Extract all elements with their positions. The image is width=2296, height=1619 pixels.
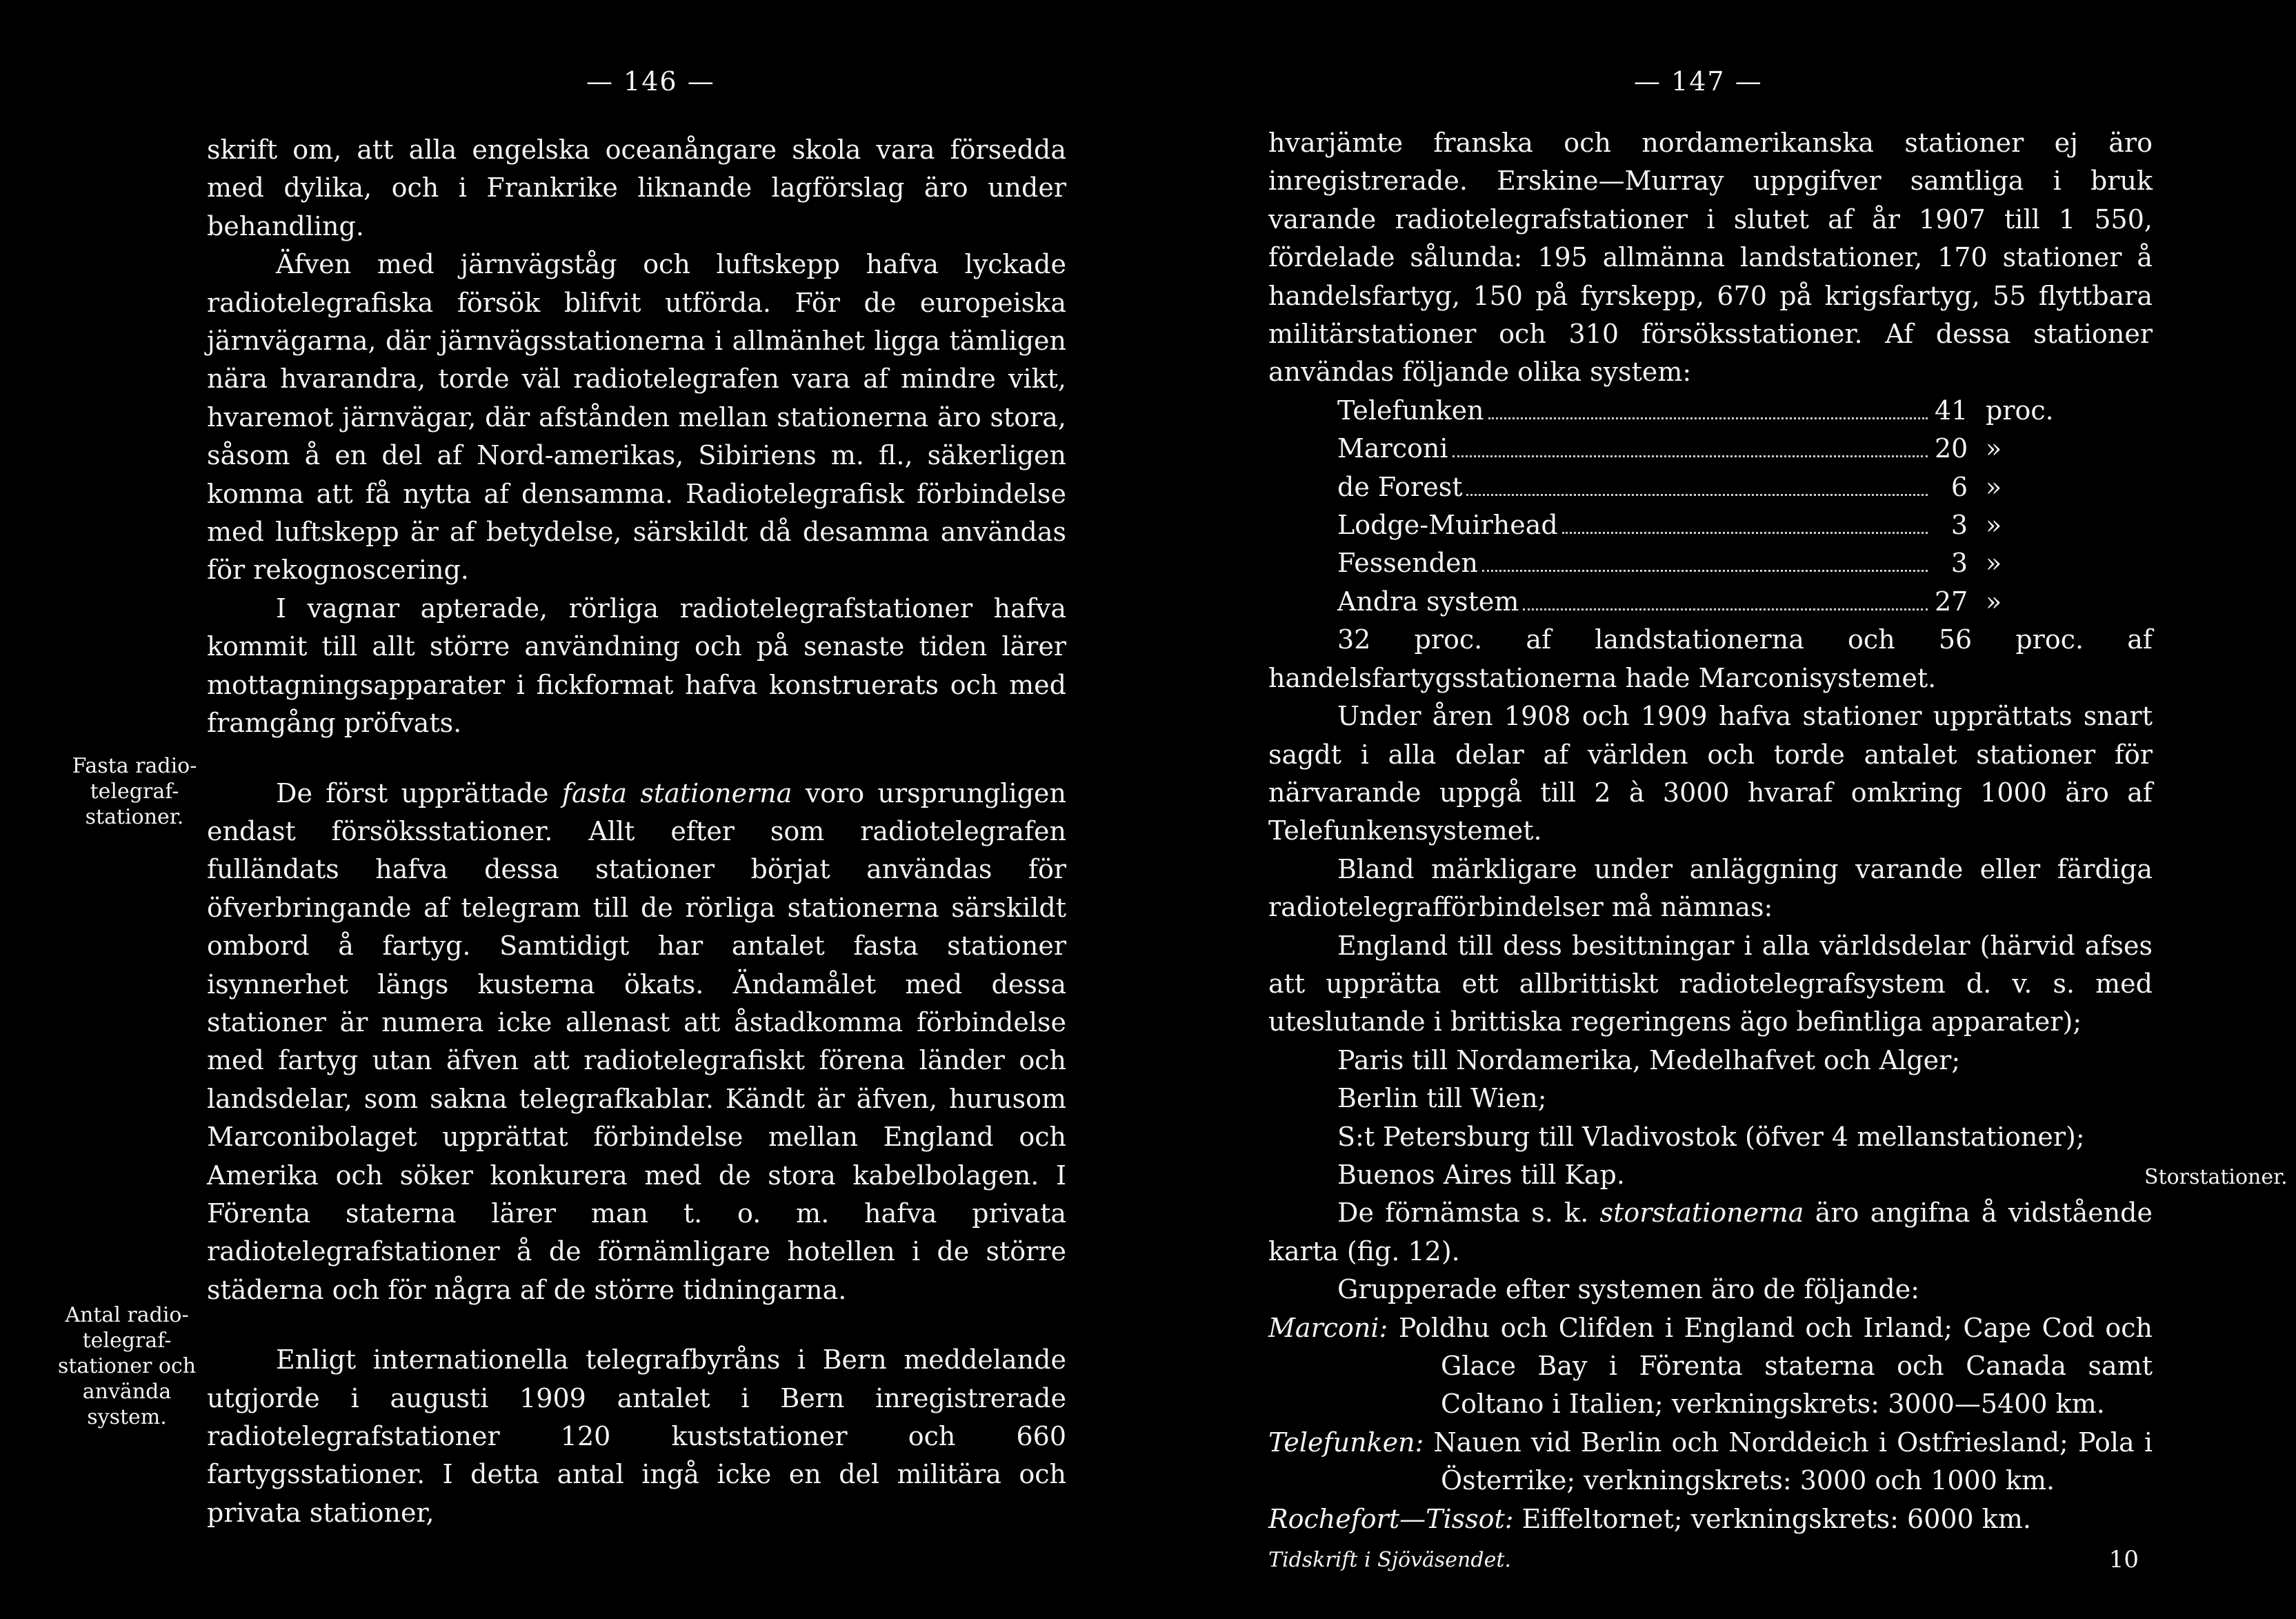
table-row (1337, 544, 2062, 582)
unit: » (1986, 433, 2002, 464)
system-percent: 6 (1950, 471, 1968, 502)
system-percent: 3 (1950, 510, 1968, 541)
system-name: Telefunken (1337, 395, 1484, 426)
paragraph: hvarjämte franska och nordamerikanska stationer ej äro inregistrerade. Erskine—Murray uppgifver samtliga i bruk varande radiotelegrafstationer i slutet af år 1907 till 1 550, fördelade sålunda: 195 allmänna landstationer, 170 stationer å handelsfartyg, 150 på fyrskepp, 670 på krigsfartyg, 55 flyttbara militärstationer och 310 försöksstationer. Af dessa stationer användas följande olika system: (1268, 128, 2153, 388)
unit: » (1986, 548, 2002, 579)
system-group (1268, 1309, 2153, 1424)
leader-dots (1466, 494, 1928, 496)
unit: » (1986, 510, 2002, 541)
page-number: — 146 — (586, 66, 715, 97)
system-stations: Nauen vid Berlin och Norddeich i Ostfriesland; Pola i Österrike; verkningskrets: 3000 och 1000 km. (1424, 1427, 2153, 1496)
unit: proc. (1986, 395, 2054, 426)
body-text (207, 131, 1066, 1532)
paragraph-fasta-stationer: De först upprättade fasta stationerna voro ursprungligen endast försöksstationer. Allt efter som radiotelegrafen fulländats hafva dessa stationer börjat användas för öfverbringande af telegram till de rörliga stationerna särskildt ombord å fartyg. Samtidigt har antalet fasta stationer isynnerhet längs kusterna ökats. Ändamålet med dessa stationer är numera icke allenast att åstadkomma förbindelse med fartyg utan äfven att radiotelegrafiskt förena länder och landsdelar, som sakna telegrafkablar. Kändt är äfven, hurusom Marconibolaget upprättat förbindelse mellan England och Amerika och söker konkurera med de stora kabelbolagen. I Förenta staterna lärer man t. o. m. hafva privata radiotelegrafstationer å de förnämligare hotellen i de större städerna och för några af de större tidningarna. (207, 777, 1067, 1305)
paragraph: England till dess besittningar i alla världsdelar (härvid afses att upprätta ett allbrittiskt radiotelegrafsystem d. v. s. med uteslutande i brittiska regeringens ägo befintliga apparater); (1268, 930, 2153, 1037)
italic-term: storstationerna (1599, 1198, 1804, 1229)
unit: » (1986, 471, 2002, 502)
footer (1268, 1541, 2153, 1579)
paragraph: 32 proc. af landstationerna och 56 proc. af handelsfartygsstationerna hade Marconisystemet. (1268, 624, 2153, 693)
signature-number: 10 (2108, 1546, 2139, 1574)
list-item: Paris till Nordamerika, Medelhafvet och Alger; (1337, 1044, 1961, 1075)
system-name: Andra system (1337, 586, 1519, 617)
leader-dots (1523, 608, 1928, 610)
system-percent: 20 (1935, 433, 1968, 464)
system-label: Marconi: (1268, 1312, 1388, 1343)
system-name: Fessenden (1337, 548, 1479, 579)
body-text (1268, 124, 2153, 1579)
paragraph: Grupperade efter systemen äro de följande: (1337, 1274, 1919, 1305)
connection-list (1268, 1042, 2153, 1195)
system-stations: Eiffeltornet; verkningskrets: 6000 km. (1513, 1503, 2031, 1534)
table-row (1337, 430, 2062, 468)
table-row (1337, 468, 2062, 506)
italic-term: fasta stationerna (561, 777, 792, 808)
system-group (1268, 1500, 2153, 1538)
system-name: Lodge-Muirhead (1337, 510, 1558, 541)
system-group (1268, 1424, 2153, 1500)
unit: » (1986, 586, 2002, 617)
margin-note: Storstationer. (2144, 1165, 2288, 1189)
system-percent: 41 (1935, 395, 1968, 426)
leader-dots (1453, 455, 1928, 457)
paragraph: Enligt internationella telegrafbyråns i Bern meddelande utgjorde i augusti 1909 antalet i Bern inregistrerade radiotelegrafstationer 120 kuststationer och 660 fartygsstationer. I detta antal ingå icke en del militära och privata stationer, (207, 1344, 1066, 1528)
right-page (1148, 0, 2296, 1619)
system-label: Telefunken: (1268, 1427, 1424, 1458)
list-item: S:t Petersburg till Vladivostok (öfver 4 mellanstationer); (1337, 1121, 2085, 1152)
leader-dots (1482, 570, 1928, 572)
system-percent: 3 (1950, 548, 1968, 579)
paragraph-storstationer: De förnämsta s. k. storstationerna äro angifna å vidstående karta (fig. 12). (1268, 1198, 2153, 1267)
system-stations: Poldhu och Clifden i England och Irland; Cape Cod och Glace Bay i Förenta staterna och Canada samt Coltano i Italien; verkningskrets: 3000—5400 km. (1388, 1312, 2153, 1420)
journal-title: Tidskrift i Sjöväsendet. (1268, 1548, 1511, 1573)
list-item: Berlin till Wien; (1337, 1083, 1547, 1114)
margin-note: Fasta radio-telegraf-stationer. (72, 754, 197, 829)
leader-dots (1562, 532, 1928, 534)
system-name: Marconi (1337, 433, 1448, 464)
system-percent: 27 (1935, 586, 1968, 617)
table-row (1337, 392, 2062, 430)
paragraph: Äfven med järnvägståg och luftskepp hafva lyckade radiotelegrafiska försök blifvit utförda. För de europeiska järnvägarna, där järnvägsstationerna i allmänhet ligga tämligen nära hvarandra, torde väl radiotelegrafen vara af mindre vikt, hvaremot järnvägar, där afstånden mellan stationerna äro stora, såsom å en del af Nord-amerikas, Sibiriens m. fl., säkerligen komma att få nytta af densamma. Radiotelegrafisk förbindelse med luftskepp är af betydelse, särskildt då desamma användas för rekognoscering. (207, 249, 1066, 586)
paragraph: Bland märkligare under anläggning varande eller färdiga radiotelegrafförbindelser må nämnas: (1268, 853, 2153, 923)
list-item: Buenos Aires till Kap. (1337, 1159, 1625, 1190)
paragraph: skrift om, att alla engelska oceanångare skola vara försedda med dylika, och i Frankrike liknande lagförslag äro under behandling. (207, 135, 1066, 241)
system-share-table (1268, 392, 2153, 621)
table-row (1337, 583, 2062, 621)
page-number: — 147 — (1634, 66, 1763, 97)
paragraph: Under åren 1908 och 1909 hafva stationer upprättats snart sagdt i alla delar af världen och torde antalet stationer för närvarande uppgå till 2 à 3000 hvaraf omkring 1000 äro af Telefunkensystemet. (1268, 701, 2153, 846)
system-group-list (1268, 1309, 2153, 1538)
system-name: de Forest (1337, 471, 1463, 502)
system-label: Rochefort—Tissot: (1268, 1503, 1514, 1534)
paragraph: I vagnar apterade, rörliga radiotelegrafstationer hafva kommit till allt större användning och på senaste tiden lärer mottagningsapparater i fickformat hafva konstruerats och med framgång pröfvats. (207, 593, 1066, 739)
table-row (1337, 506, 2062, 544)
leader-dots (1488, 417, 1928, 419)
margin-note: Antal radio-telegraf-stationer och använda system. (57, 1303, 197, 1429)
